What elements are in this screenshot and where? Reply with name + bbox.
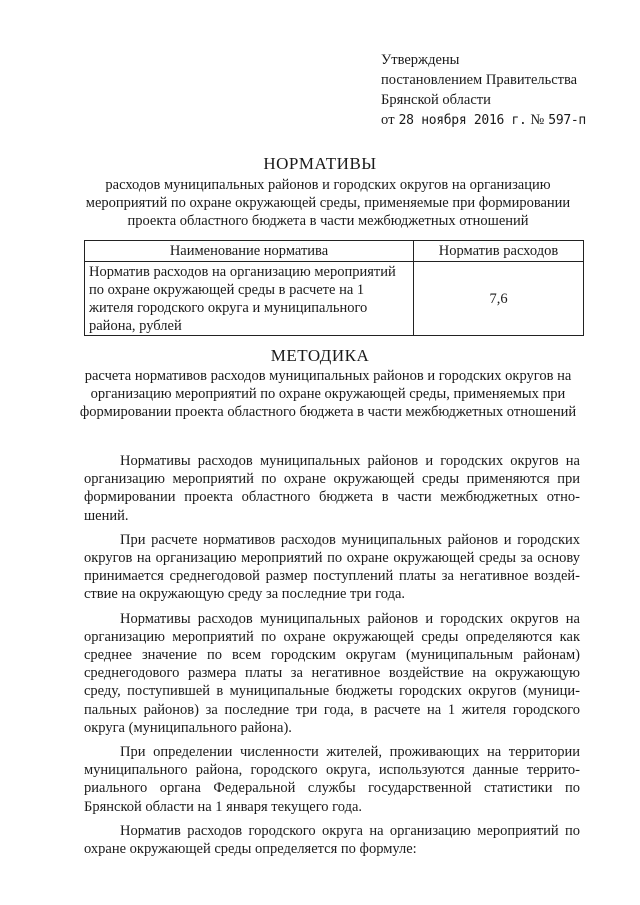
approval-block xyxy=(381,50,631,131)
norms-subtitle: расходов муниципальных районов и городских округов на организацию мероприятий по охране окружающей среды, применяемые при формировании проекта областного бюджета в части межбюджетных отношений xyxy=(85,177,571,229)
decree-prefix: от xyxy=(381,112,395,128)
approval-decree xyxy=(381,110,631,131)
paragraph: Норматив расходов городского округа на организацию мероприятий по охране окружающей среды определяется по формуле: xyxy=(84,822,580,858)
decree-number: 597-п xyxy=(548,113,586,128)
table-header-row xyxy=(85,241,584,262)
column-header-name: Наименование норматива xyxy=(85,241,414,262)
method-body xyxy=(84,452,580,864)
method-subtitle: расчета нормативов расходов муниципальных районов и городских округов на организацию мероприятий по охране окружающей среды, применяемых при формировании проекта областного бюджета в части межбюджетных отношений xyxy=(79,368,577,420)
approval-line-region: Брянской области xyxy=(381,92,491,108)
table-row xyxy=(85,262,584,336)
paragraph: Нормативы расходов муниципальных районов и городских округов на организацию мероприятий по охране окружающей среды применяются при формировании проекта областного бюджета в части межбюджетных отношений. xyxy=(84,453,580,524)
column-header-value: Норматив расходов xyxy=(414,241,584,262)
approval-line-approved: Утверждены xyxy=(381,52,460,68)
norm-value-cell: 7,6 xyxy=(414,262,584,336)
decree-number-sign: № xyxy=(530,112,545,128)
approval-line-resolution: постановлением Правительства xyxy=(381,72,578,88)
norms-table xyxy=(84,240,584,336)
norms-title: НОРМАТИВЫ xyxy=(263,154,377,173)
paragraph: Нормативы расходов муниципальных районов и городских округов на организацию мероприятий по охране окружающей среды определяются как среднее значение по всем городским округам (муниципальным районам) среднегодового размера платы за негативное воздействие на окружающую среду, поступившей в муниципальные бюджеты городских округов (муниципальных районов) за последние три года, в расчете на 1 жителя городского округа (муниципального района). xyxy=(84,610,580,736)
decree-date: 28 ноября 2016 г. xyxy=(398,113,527,128)
norm-name-cell: Норматив расходов на организацию мероприятий по охране окружающей среды в расчете на 1 жителя городского округа и муниципального района, рублей xyxy=(85,262,414,336)
method-title: МЕТОДИКА xyxy=(270,346,370,365)
paragraph: При расчете нормативов расходов муниципальных районов и городских округов на организацию мероприятий по охране окружающей среды за основу принимается среднегодовой размер поступлений платы за негативное воздействие на окружающую среду за последние три года. xyxy=(84,531,580,603)
paragraph: При определении численности жителей, проживающих на территории муниципального района, городского округа, используются данные территориального органа Федеральной службы государственной статистики по Брянской области на 1 января текущего года. xyxy=(84,744,580,815)
